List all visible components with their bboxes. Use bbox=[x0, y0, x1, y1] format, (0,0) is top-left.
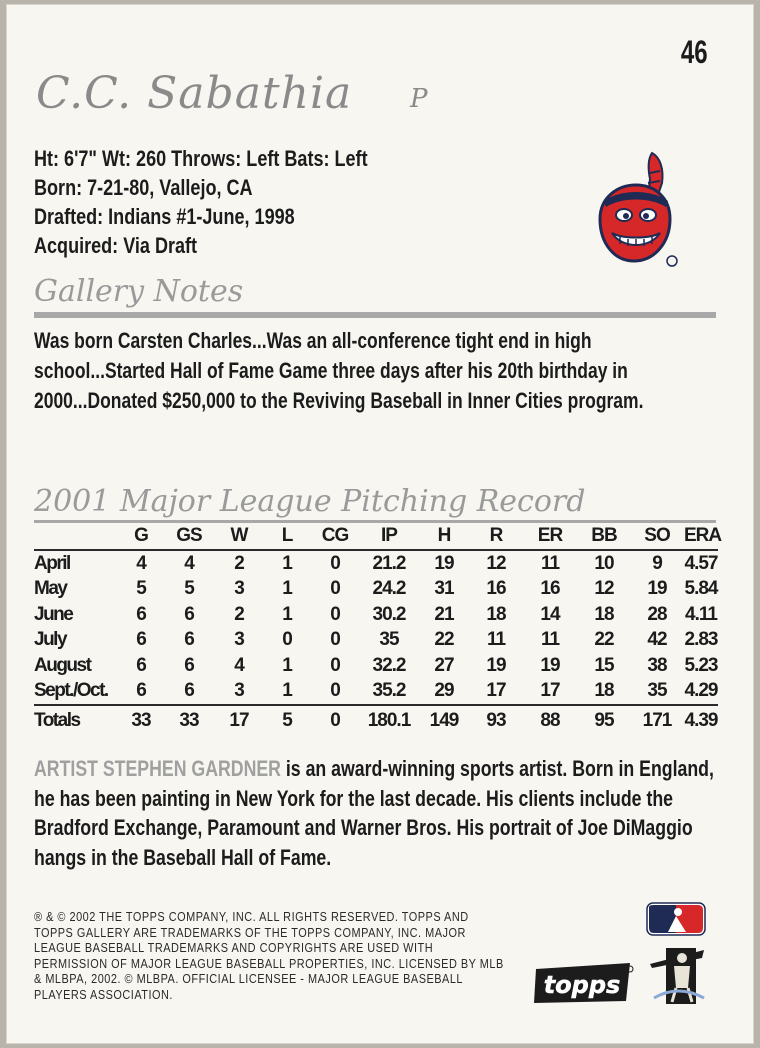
pitching-stats-table bbox=[34, 522, 722, 736]
stats-cell-ip: 180.1 bbox=[360, 705, 418, 736]
bio-acquired: Acquired: Via Draft bbox=[34, 233, 198, 258]
player-position: P bbox=[410, 84, 428, 114]
stats-cell-h: 22 bbox=[434, 629, 454, 651]
stats-cell-era: 5.23 bbox=[684, 654, 718, 676]
stats-cell-r: 16 bbox=[486, 578, 506, 600]
stats-cell-g: 6 bbox=[136, 629, 146, 651]
stats-cell-r: 19 bbox=[486, 654, 506, 676]
stats-cell-gs: 6 bbox=[184, 654, 194, 676]
stats-cell-l: 0 bbox=[282, 629, 292, 651]
stats-cell-so: 28 bbox=[647, 603, 667, 625]
stats-cell-l: 1 bbox=[282, 578, 292, 600]
stats-col-h: H bbox=[418, 522, 470, 550]
stats-cell-w: 4 bbox=[234, 654, 244, 676]
table-row bbox=[34, 653, 718, 679]
stats-cell-g: 5 bbox=[136, 578, 146, 600]
stats-cell-era: 4.57 bbox=[684, 552, 718, 574]
stats-cell-so: 171 bbox=[630, 705, 684, 736]
stats-col-g: G bbox=[118, 522, 164, 550]
legal-copyright: ® & © 2002 THE TOPPS COMPANY, INC. ALL RIGHTS RESERVED. TOPPS AND TOPPS GALLERY ARE TRADEMARKS OF THE TOPPS COMPANY, INC. MAJOR LEAGUE BASEBALL TRADEMARKS AND COPYRIGHTS ARE USED WITH PERMISSION OF MAJOR LEAGUE BASEBALL PROPERTIES, INC. LICENSED BY MLB & MLBPA, 2002. © MLBPA. OFFICIAL LICENSEE - MAJOR LEAGUE BASEBALL PLAYERS ASSOCIATION. bbox=[34, 909, 504, 1002]
stats-cell-ip: 35 bbox=[379, 629, 399, 651]
stats-header-label bbox=[34, 522, 118, 550]
stats-cell-so: 42 bbox=[647, 629, 667, 651]
stats-cell-er: 17 bbox=[540, 680, 560, 702]
stats-cell-era: 4.39 bbox=[684, 705, 718, 736]
artist-text: is an award-winning sports artist. Born in England, he has been painting in New York for the last decade. His clients include the Bradford Exchange, Paramount and Warner Bros. His portrait of Joe DiMaggio hangs in the Baseball Hall of Fame. bbox=[34, 756, 714, 870]
mlb-logo-icon bbox=[646, 902, 706, 936]
stats-cell-bb: 12 bbox=[594, 578, 614, 600]
stats-row-label: June bbox=[34, 603, 73, 625]
stats-cell-w: 17 bbox=[214, 705, 264, 736]
stats-cell-cg: 0 bbox=[330, 552, 340, 574]
table-row bbox=[34, 550, 718, 577]
player-signature: C.C. Sabathia bbox=[36, 68, 353, 119]
stats-cell-r: 17 bbox=[486, 680, 506, 702]
table-row bbox=[34, 602, 718, 628]
stats-cell-gs: 5 bbox=[184, 578, 194, 600]
stats-cell-so: 19 bbox=[647, 578, 667, 600]
stats-row-label: May bbox=[34, 578, 67, 600]
stats-cell-gs: 6 bbox=[184, 603, 194, 625]
bio-born: Born: 7-21-80, Vallejo, CA bbox=[34, 175, 253, 200]
stats-col-bb: BB bbox=[578, 522, 630, 550]
stats-cell-er: 16 bbox=[540, 578, 560, 600]
stats-cell-er: 19 bbox=[540, 654, 560, 676]
stats-cell-cg: 0 bbox=[330, 629, 340, 651]
stats-cell-bb: 10 bbox=[594, 552, 614, 574]
stats-cell-cg: 0 bbox=[330, 654, 340, 676]
stats-cell-l: 1 bbox=[282, 654, 292, 676]
bio-drafted: Drafted: Indians #1-June, 1998 bbox=[34, 204, 295, 229]
stats-cell-l: 1 bbox=[282, 680, 292, 702]
stats-cell-w: 2 bbox=[234, 552, 244, 574]
stats-totals-row bbox=[34, 705, 718, 736]
stats-cell-w: 3 bbox=[234, 578, 244, 600]
stats-row-label: Sept./Oct. bbox=[34, 680, 108, 702]
mlbpa-logo-icon bbox=[646, 944, 710, 1008]
stats-cell-w: 3 bbox=[234, 680, 244, 702]
stats-cell-g: 6 bbox=[136, 654, 146, 676]
stats-cell-so: 38 bbox=[647, 654, 667, 676]
stats-cell-bb: 95 bbox=[578, 705, 630, 736]
stats-row-label: August bbox=[34, 654, 91, 676]
stats-col-r: R bbox=[470, 522, 522, 550]
stats-cell-ip: 24.2 bbox=[372, 578, 406, 600]
stats-cell-h: 149 bbox=[418, 705, 470, 736]
stats-cell-ip: 30.2 bbox=[372, 603, 406, 625]
stats-cell-bb: 15 bbox=[594, 654, 614, 676]
stats-row-label: Totals bbox=[34, 705, 118, 736]
stats-cell-so: 35 bbox=[647, 680, 667, 702]
stats-col-era: ERA bbox=[684, 522, 718, 550]
stats-cell-cg: 0 bbox=[310, 705, 360, 736]
stats-cell-h: 19 bbox=[434, 552, 454, 574]
stats-cell-h: 31 bbox=[434, 578, 454, 600]
indians-logo-icon bbox=[590, 149, 682, 269]
gallery-notes-rule bbox=[34, 312, 716, 318]
stats-cell-r: 12 bbox=[486, 552, 506, 574]
stats-cell-era: 5.84 bbox=[684, 578, 718, 600]
stats-cell-gs: 33 bbox=[164, 705, 214, 736]
stats-cell-r: 18 bbox=[486, 603, 506, 625]
stats-cell-cg: 0 bbox=[330, 680, 340, 702]
stats-cell-r: 93 bbox=[470, 705, 522, 736]
stats-cell-cg: 0 bbox=[330, 578, 340, 600]
stats-cell-er: 14 bbox=[540, 603, 560, 625]
stats-col-ip: IP bbox=[360, 522, 418, 550]
stats-cell-era: 2.83 bbox=[684, 629, 718, 651]
stats-col-er: ER bbox=[522, 522, 578, 550]
stats-cell-h: 27 bbox=[434, 654, 454, 676]
stats-col-l: L bbox=[264, 522, 310, 550]
stats-cell-w: 3 bbox=[234, 629, 244, 651]
gallery-notes-heading: Gallery Notes bbox=[34, 274, 244, 309]
stats-cell-g: 6 bbox=[136, 680, 146, 702]
stats-cell-ip: 32.2 bbox=[372, 654, 406, 676]
stats-cell-l: 1 bbox=[282, 552, 292, 574]
bio-measurements: Ht: 6'7" Wt: 260 Throws: Left Bats: Left bbox=[34, 146, 368, 171]
table-row bbox=[34, 577, 718, 603]
stats-cell-g: 6 bbox=[136, 603, 146, 625]
stats-cell-r: 11 bbox=[486, 629, 506, 651]
stats-cell-er: 11 bbox=[540, 552, 560, 574]
stats-col-cg: CG bbox=[310, 522, 360, 550]
stats-cell-so: 9 bbox=[652, 552, 662, 574]
artist-name: ARTIST STEPHEN GARDNER bbox=[34, 756, 281, 781]
stats-cell-ip: 21.2 bbox=[372, 552, 406, 574]
stats-col-gs: GS bbox=[164, 522, 214, 550]
topps-logo-text: topps bbox=[543, 971, 621, 999]
stats-cell-gs: 6 bbox=[184, 680, 194, 702]
trading-card-back bbox=[6, 4, 754, 1044]
card-number: 46 bbox=[681, 34, 708, 70]
artist-bio bbox=[34, 754, 718, 872]
stats-header-row bbox=[34, 522, 718, 550]
pitching-record-heading: 2001 Major League Pitching Record bbox=[34, 484, 586, 519]
stats-cell-bb: 18 bbox=[594, 680, 614, 702]
stats-col-so: SO bbox=[630, 522, 684, 550]
stats-cell-era: 4.11 bbox=[685, 603, 717, 625]
table-row bbox=[34, 628, 718, 654]
table-row bbox=[34, 679, 718, 706]
stats-cell-bb: 18 bbox=[594, 603, 614, 625]
gallery-notes-text: Was born Carsten Charles...Was an all-conference tight end in high school...Started Hall of Fame Game three days after his 20th birthday in 2000...Donated $250,000 to the Reviving Baseball in Inner Cities program. bbox=[34, 328, 644, 413]
stats-row-label: April bbox=[34, 552, 70, 574]
stats-cell-bb: 22 bbox=[594, 629, 614, 651]
stats-cell-h: 21 bbox=[434, 603, 454, 625]
stats-cell-g: 4 bbox=[136, 552, 146, 574]
stats-cell-h: 29 bbox=[434, 680, 454, 702]
stats-cell-gs: 6 bbox=[184, 629, 194, 651]
stats-cell-er: 11 bbox=[540, 629, 560, 651]
stats-cell-gs: 4 bbox=[184, 552, 194, 574]
stats-cell-cg: 0 bbox=[330, 603, 340, 625]
stats-cell-w: 2 bbox=[234, 603, 244, 625]
stats-cell-er: 88 bbox=[522, 705, 578, 736]
stats-cell-l: 5 bbox=[264, 705, 310, 736]
topps-logo-icon bbox=[532, 959, 634, 1007]
stats-cell-era: 4.29 bbox=[684, 680, 718, 702]
stats-col-w: W bbox=[214, 522, 264, 550]
stats-cell-g: 33 bbox=[118, 705, 164, 736]
stats-cell-l: 1 bbox=[282, 603, 292, 625]
stats-row-label: July bbox=[34, 629, 67, 651]
stats-cell-ip: 35.2 bbox=[372, 680, 406, 702]
